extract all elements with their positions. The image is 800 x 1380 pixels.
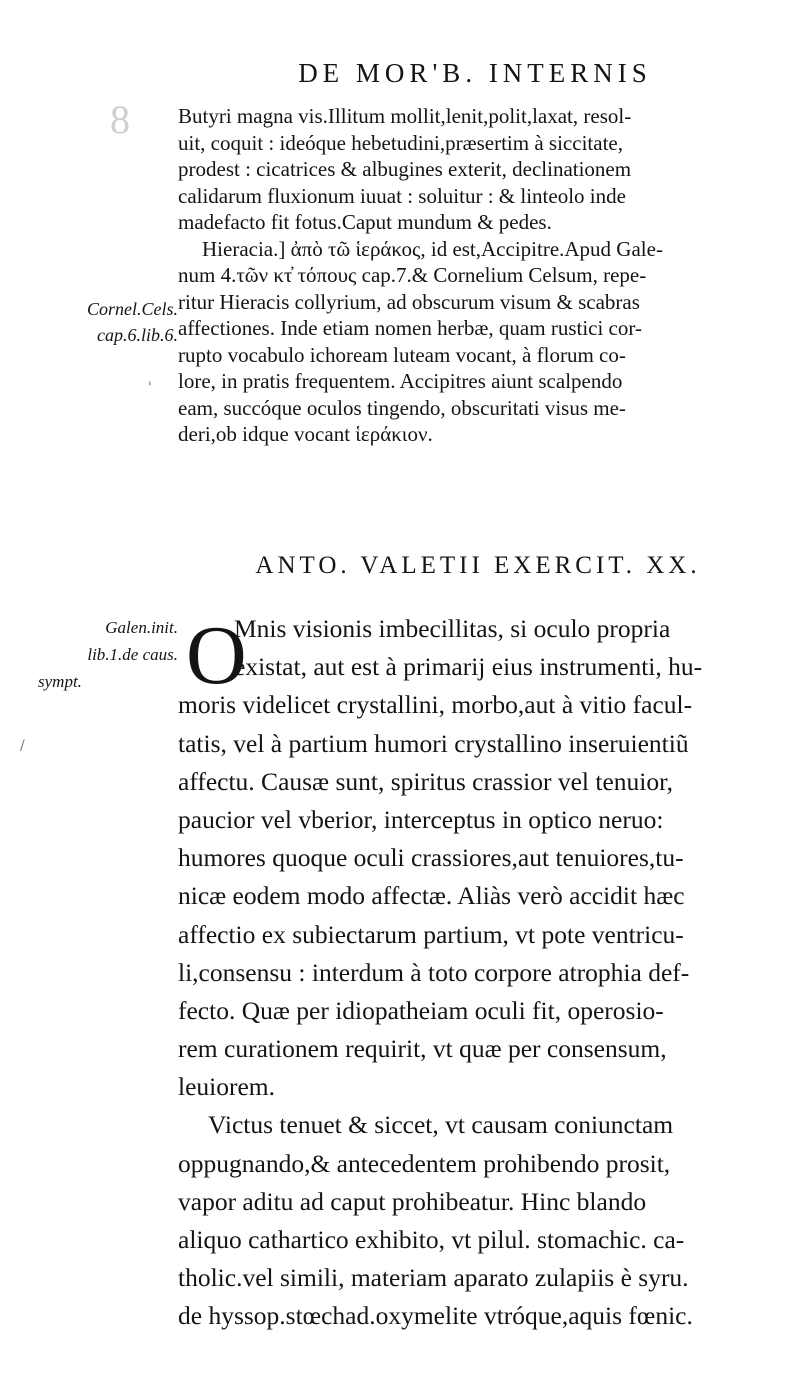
margin-note-line: Cornel.Cels. xyxy=(86,299,178,319)
text-line: oppugnando,& antecedentem prohibendo prosit, xyxy=(178,1148,671,1178)
ink-speck: ' xyxy=(148,380,152,396)
text-line: lore, in pratis frequentem. Accipitres aiunt scalpendo xyxy=(178,369,623,393)
upper-text-block xyxy=(178,103,778,448)
text-line: prodest : cicatrices & albugines exterit, declinationem xyxy=(178,157,632,181)
text-line: existat, aut est à primarij eius instrumenti, hu- xyxy=(234,652,703,682)
text-line: Mnis visionis imbecillitas, si oculo propria xyxy=(234,614,671,643)
running-head: DE MOR'B. INTERNIS xyxy=(298,58,652,88)
text-line: madefacto fit fotus.Caput mundum & pedes. xyxy=(178,210,552,234)
margin-note-galen xyxy=(38,614,178,695)
margin-note-line: cap.6.lib.6. xyxy=(97,325,178,345)
text-line: humores quoque oculi crassiores,aut tenuiores,tu- xyxy=(178,843,684,873)
text-line: Hieracia.] ἀπὸ τῶ ἱεράκος, id est,Accipitre.Apud Gale- xyxy=(202,236,663,261)
text-line: paucior vel vberior, interceptus in optico neruo: xyxy=(178,804,664,834)
text-line: moris videlicet crystallini, morbo,aut à vitio facul- xyxy=(178,690,693,720)
text-line: affectio ex subiectarum partium, vt pote ventricu- xyxy=(178,919,684,949)
text-line: vapor aditu ad caput prohibeatur. Hinc blando xyxy=(178,1186,647,1216)
text-line: leuiorem. xyxy=(178,1072,276,1102)
text-line: Butyri magna vis.Illitum mollit,lenit,polit,laxat, resol- xyxy=(178,104,632,128)
text-line: tholic.vel simili, materiam aparato zulapiis è syru. xyxy=(178,1263,689,1293)
text-line: affectiones. Inde etiam nomen herbæ, quam rustici cor- xyxy=(178,316,642,340)
text-line: fecto. Quæ per idiopatheiam oculi fit, operosio- xyxy=(178,995,664,1025)
text-line: affectu. Causæ sunt, spiritus crassior vel tenuior, xyxy=(178,766,673,796)
text-line: tatis, vel à partium humori crystallino inseruientiũ xyxy=(178,728,689,758)
bleed-through-mark: 8 xyxy=(110,97,130,142)
text-line: num 4.τῶν κτ̓ τόπους cap.7.& Cornelium Celsum, repe- xyxy=(178,263,647,287)
margin-note-line: lib.1.de caus. xyxy=(87,645,178,664)
ink-speck: / xyxy=(20,738,25,754)
text-line: rupto vocabulo ichoream luteam vocant, à florum co- xyxy=(178,342,626,367)
text-line: Victus tenuet & siccet, vt causam coniunctam xyxy=(208,1110,674,1140)
text-line: deri,ob idque vocant ἱεράκιον. xyxy=(178,422,433,446)
margin-note-celsus xyxy=(38,296,178,348)
text-line: uit, coquit : ideóque hebetudini,præsertim à siccitate, xyxy=(178,130,623,155)
text-line: de hyssop.stœchad.oxymelite vtróque,aquis fœnic. xyxy=(178,1301,693,1331)
text-line: nicæ eodem modo affectæ. Aliàs verò accidit hæc xyxy=(178,881,685,911)
text-line: calidarum fluxionum iuuat : soluitur : & linteolo inde xyxy=(178,183,626,208)
margin-note-line: sympt. xyxy=(38,672,82,691)
text-line: ritur Hieracis collyrium, ad obscurum visum & scabras xyxy=(178,289,640,314)
text-line: rem curationem requirit, vt quæ per consensum, xyxy=(178,1034,667,1064)
drop-cap: O xyxy=(186,609,247,702)
section-title: ANTO. VALETII EXERCIT. XX. xyxy=(255,552,701,579)
text-line: eam, succóque oculos tingendo, obscuritati visus me- xyxy=(178,395,626,420)
text-line: aliquo cathartico exhibito, vt pilul. stomachic. ca- xyxy=(178,1225,685,1254)
text-line: li,consensu : interdum à toto corpore atrophia def- xyxy=(178,957,690,987)
margin-note-line: Galen.init. xyxy=(105,618,178,637)
lower-text-block xyxy=(178,610,778,1336)
